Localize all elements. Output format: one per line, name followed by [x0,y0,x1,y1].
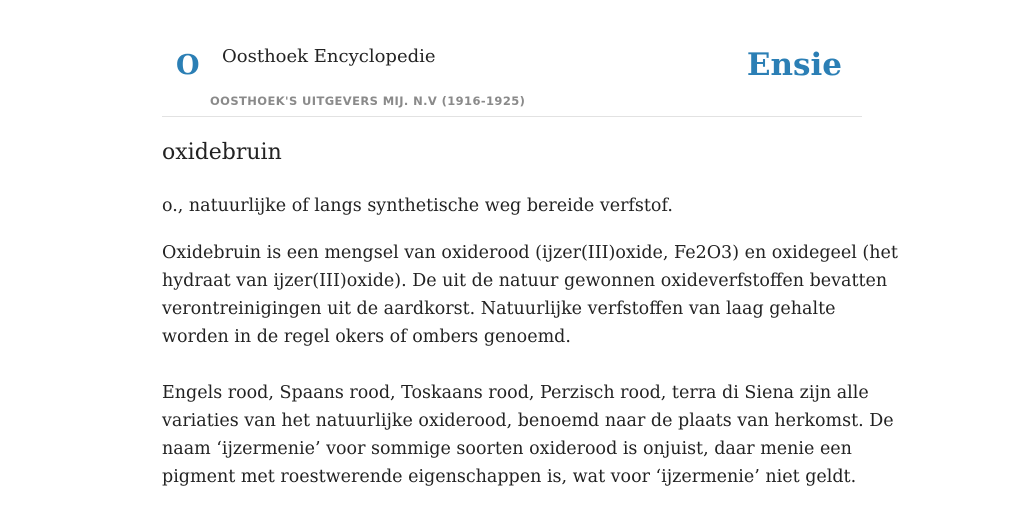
entry-paragraph-2 [162,379,894,491]
publisher-label: OOSTHOEK'S UITGEVERS MIJ. N.V (1916-1925) [210,94,526,108]
paragraph-line: hydraat van ijzer(III)oxide). De uit de natuur gewonnen oxideverfstoffen bevatten [162,271,888,291]
ensie-brand-link[interactable]: Ensie [746,47,842,83]
entry-definition: o., natuurlijke of langs synthetische weg bereide verfstof. [162,196,673,216]
paragraph-line: naam ‘ijzermenie’ voor sommige soorten oxiderood is onjuist, daar menie een [162,439,852,459]
entry-title: oxidebruin [162,140,282,165]
paragraph-line: Oxidebruin is een mengsel van oxiderood (ijzer(III)oxide, Fe2O3) en oxidegeel (het [162,243,898,263]
book-logo-letter[interactable]: O [176,50,200,81]
site-header [162,0,862,117]
paragraph-line: verontreinigingen uit de aardkorst. Natuurlijke verfstoffen van laag gehalte [162,299,836,319]
paragraph-line: pigment met roestwerende eigenschappen is, wat voor ‘ijzermenie’ niet geldt. [162,467,857,487]
book-title-link[interactable]: Oosthoek Encyclopedie [222,46,436,67]
paragraph-line: worden in de regel okers of ombers genoemd. [162,327,571,347]
paragraph-line: variaties van het natuurlijke oxiderood, benoemd naar de plaats van herkomst. De [162,411,894,431]
entry-paragraph-1 [162,239,898,351]
paragraph-line: Engels rood, Spaans rood, Toskaans rood, Perzisch rood, terra di Siena zijn alle [162,383,869,403]
